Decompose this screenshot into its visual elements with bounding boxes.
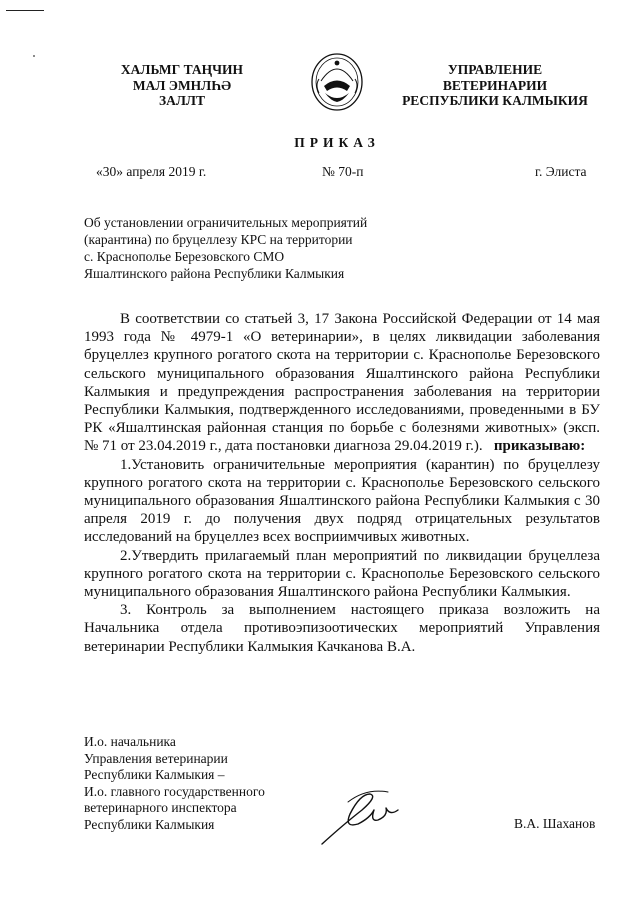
signatory-title — [84, 734, 344, 833]
signatory-line: Республики Калмыкия – — [84, 767, 225, 782]
subject-line: Об установлении ограничительных мероприятий — [84, 215, 368, 230]
kalmykia-emblem-icon — [309, 51, 365, 113]
signatory-line: Управления ветеринарии — [84, 750, 228, 766]
signatory-line: Республики Калмыкия — [84, 816, 215, 832]
order-subject — [84, 214, 414, 282]
header-left-kalmyk — [102, 62, 262, 109]
signatory-line: ветеринарного инспектора — [84, 800, 237, 815]
signer-name: В.А. Шаханов — [514, 816, 596, 831]
item-3: 3. Контроль за выполнением настоящего приказа возложить на Начальника отдела противоэпизоотических мероприятий Управления ветеринарии Республики Калмыкия Качканова В.А. — [84, 602, 600, 655]
signatory-line: И.о. начальника — [84, 734, 176, 749]
order-date: «30» апреля 2019 г. — [96, 164, 207, 179]
header-right-line: УПРАВЛЕНИЕ — [447, 62, 543, 77]
order-word: приказываю: — [493, 438, 586, 455]
header-right-russian — [395, 62, 595, 109]
preamble-paragraph — [84, 310, 600, 456]
header-right-line: ВЕТЕРИНАРИИ — [442, 77, 548, 93]
preamble-text: В соответствии со статьей 3, 17 Закона Российской Федерации от 14 мая 1993 года № 4979-1 «О ветеринарии», в целях ликвидации заболевания бруцеллез крупного рогатого скота на территории с. Краснополье Березовского сельского муниципального образования Яшалтинского района Республики Калмыкия и предупреждения распространения заболевания на территории Республики Калмыкия, подтвержденного исследованиями, проведенными в БУ РК «Яшалтинская районная станция по борьбе с болезнями животных» (эксп. № 71 от 23.04.2019 г., дата постановки диагноза 29.04.2019 г.). — [84, 311, 600, 455]
order-city: г. Элиста — [535, 164, 587, 179]
handwritten-signature-icon — [318, 780, 408, 850]
top-left-rule — [6, 10, 44, 11]
header-right-line: РЕСПУБЛИКИ КАЛМЫКИЯ — [402, 93, 588, 108]
item-2: 2.Утвердить прилагаемый план мероприятий по ликвидации бруцеллеза крупного рогатого скота на территории с. Краснополье Березовского сельского муниципального образования Яшалтинского района Республики Калмыкия. — [84, 547, 600, 601]
item-1: 1.Установить ограничительные мероприятия (карантин) по бруцеллезу крупного рогатого скота на территории с. Краснополье Березовского сельского муниципального образования Яшалтинского района Республики Калмыкия с 30 апреля 2019 г. до получения двух подряд отрицательных результатов исследований на бруцеллез всех восприимчивых животных. — [84, 456, 600, 546]
order-body — [84, 310, 600, 656]
header-left-line: ЗАЛЛТ — [159, 93, 205, 108]
subject-line: (карантина) по бруцеллезу КРС на территории — [84, 232, 353, 247]
order-title: ПРИКАЗ — [294, 135, 380, 150]
subject-line: Яшалтинского района Республики Калмыкия — [84, 266, 345, 281]
signatory-line: И.о. главного государственного — [84, 783, 265, 799]
header-left-line: ХАЛЬМГ ТАҢЧИН — [120, 62, 244, 77]
subject-line: с. Краснополье Березовского СМО — [84, 249, 285, 264]
header-left-line: МАЛ ЭМНЛҺӘ — [132, 77, 232, 93]
scan-speck — [33, 55, 35, 57]
order-number: № 70-п — [322, 164, 364, 179]
